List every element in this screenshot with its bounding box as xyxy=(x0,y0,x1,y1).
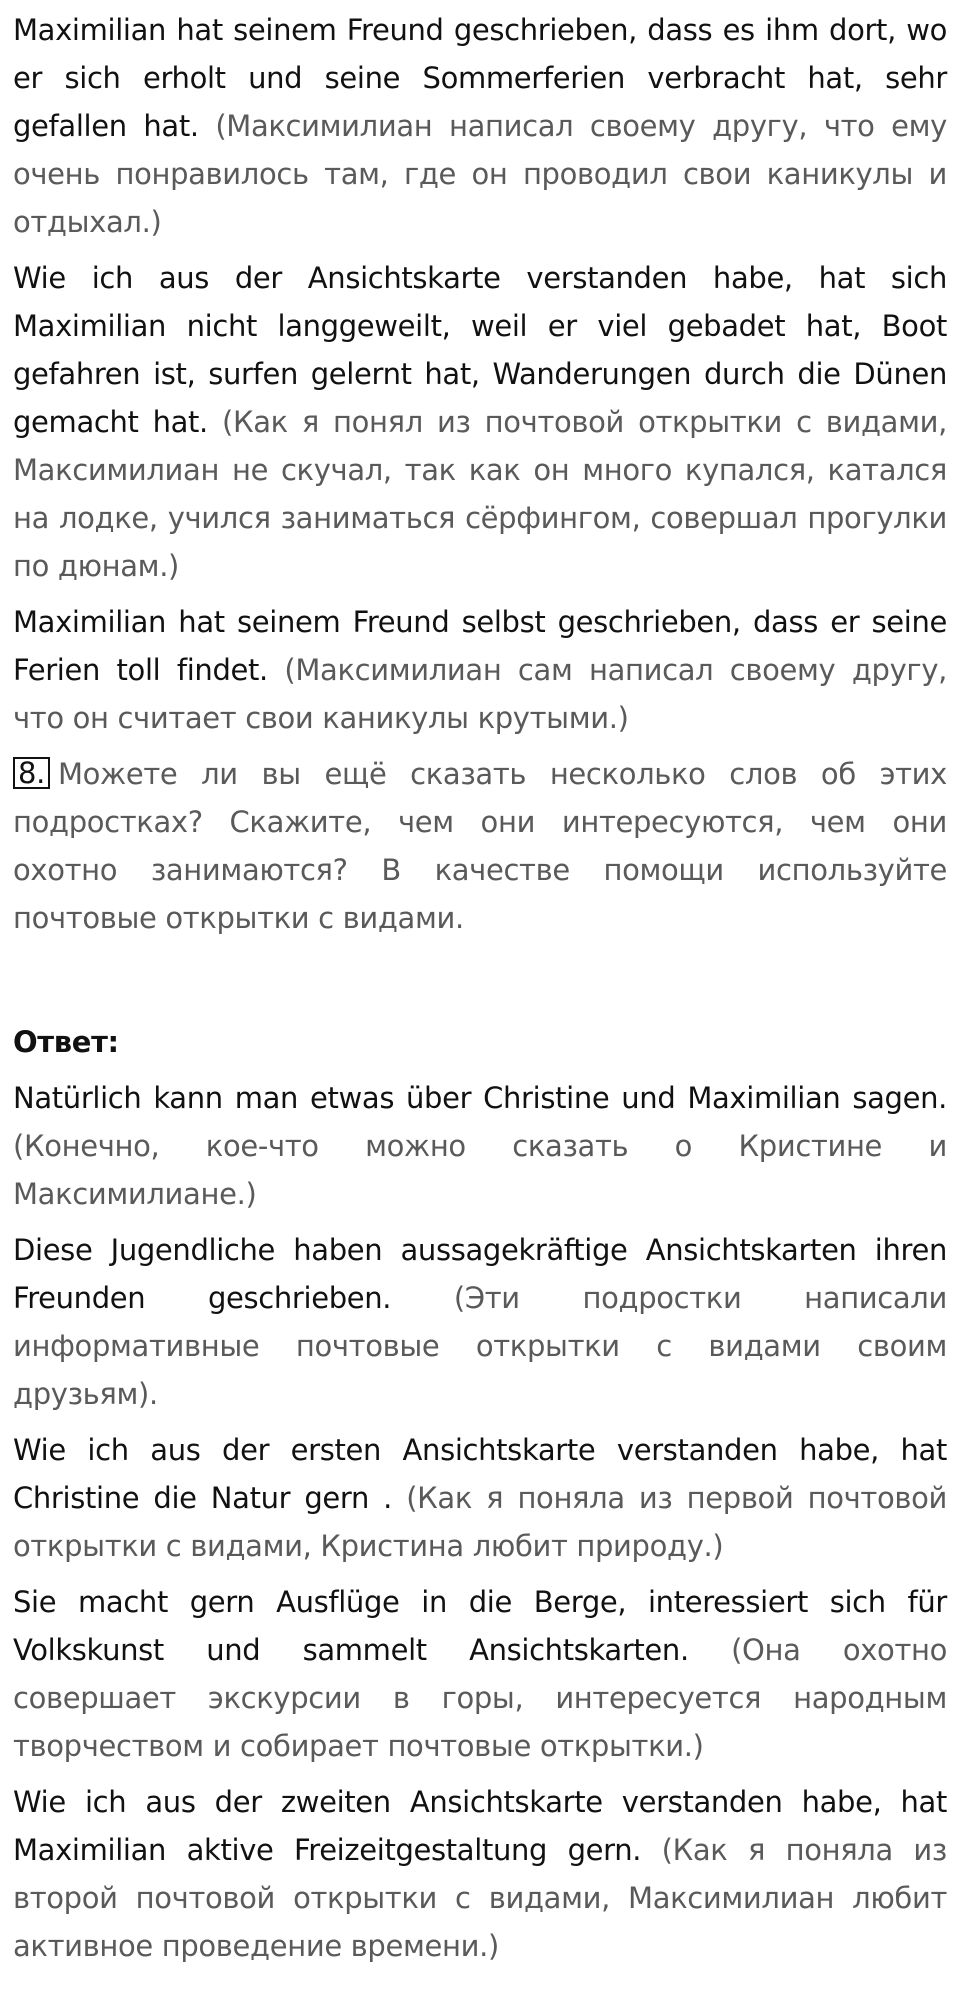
answer-paragraph-christine-nature xyxy=(13,1426,947,1570)
exercise-number-box: 8. xyxy=(13,757,50,789)
russian-translation: (Эти подростки написали информативные почтовые открытки с видами своим друзьям). xyxy=(13,1281,947,1411)
paragraph-maximilian-activities xyxy=(13,254,947,590)
german-text: Wie ich aus der Ansichtskarte verstanden habe, hat sich Maximilian nicht langgeweilt, weil er viel gebadet hat, Boot gefahren ist, surfen gelernt hat, Wanderungen durch die Dünen gemacht hat. xyxy=(13,261,947,439)
german-text: Sie macht gern Ausflüge in die Berge, interessiert sich für Volkskunst und sammelt Ansichtskarten. xyxy=(13,1585,947,1667)
paragraph-maximilian-vacation-opinion xyxy=(13,598,947,742)
answer-paragraph-maximilian-active xyxy=(13,1778,947,1970)
russian-translation: (Конечно, кое-что можно сказать о Кристине и Максимилиане.) xyxy=(13,1129,947,1211)
russian-translation: (Максимилиан сам написал своему другу, что он считает свои каникулы крутыми.) xyxy=(13,653,947,735)
answer-heading: Ответ: xyxy=(13,1025,119,1059)
russian-translation: (Как я понял из почтовой открытки с видами, Максимилиан не скучал, так как он много купался, катался на лодке, учился заниматься сёрфингом, совершал прогулки по дюнам.) xyxy=(13,405,947,583)
german-text: Natürlich kann man etwas über Christine und Maximilian sagen. xyxy=(13,1081,947,1115)
german-text: Diese Jugendliche haben aussagekräftige Ansichtskarten ihren Freunden geschrieben. xyxy=(13,1233,947,1315)
answer-paragraph-intro xyxy=(13,1074,947,1218)
german-text: Wie ich aus der ersten Ansichtskarte verstanden habe, hat Christine die Natur gern . xyxy=(13,1433,947,1515)
exercise-question xyxy=(13,750,947,942)
russian-translation: (Как я поняла из второй почтовой открытки с видами, Максимилиан любит активное проведение времени.) xyxy=(13,1833,948,1963)
german-text: Maximilian hat seinem Freund selbst geschrieben, dass er seine Ferien toll findet. xyxy=(13,605,947,687)
paragraph-maximilian-liked-place xyxy=(13,6,947,246)
section-spacer xyxy=(13,950,947,1018)
russian-translation: (Как я поняла из первой почтовой открытки с видами, Кристина любит природу.) xyxy=(13,1481,947,1563)
answer-paragraph-christine-hobbies xyxy=(13,1578,947,1770)
document-page xyxy=(13,6,947,1978)
answer-paragraph-postcards xyxy=(13,1226,947,1418)
russian-translation: (Максимилиан написал своему другу, что ему очень понравилось там, где он проводил свои каникулы и отдыхал.) xyxy=(13,109,947,239)
german-text: Wie ich aus der zweiten Ansichtskarte verstanden habe, hat Maximilian aktive Freizeitgestaltung gern. xyxy=(13,1785,947,1867)
exercise-question-text: Можете ли вы ещё сказать несколько слов об этих подростках? Скажите, чем они интересуются, чем они охотно занимаются? В качестве помощи используйте почтовые открытки с видами. xyxy=(13,757,947,935)
german-text: Maximilian hat seinem Freund geschrieben, dass es ihm dort, wo er sich erholt und seine Sommerferien verbracht hat, sehr gefallen hat. xyxy=(13,13,947,143)
russian-translation: (Она охотно совершает экскурсии в горы, интересуется народным творчеством и собирает почтовые открытки.) xyxy=(13,1633,947,1763)
